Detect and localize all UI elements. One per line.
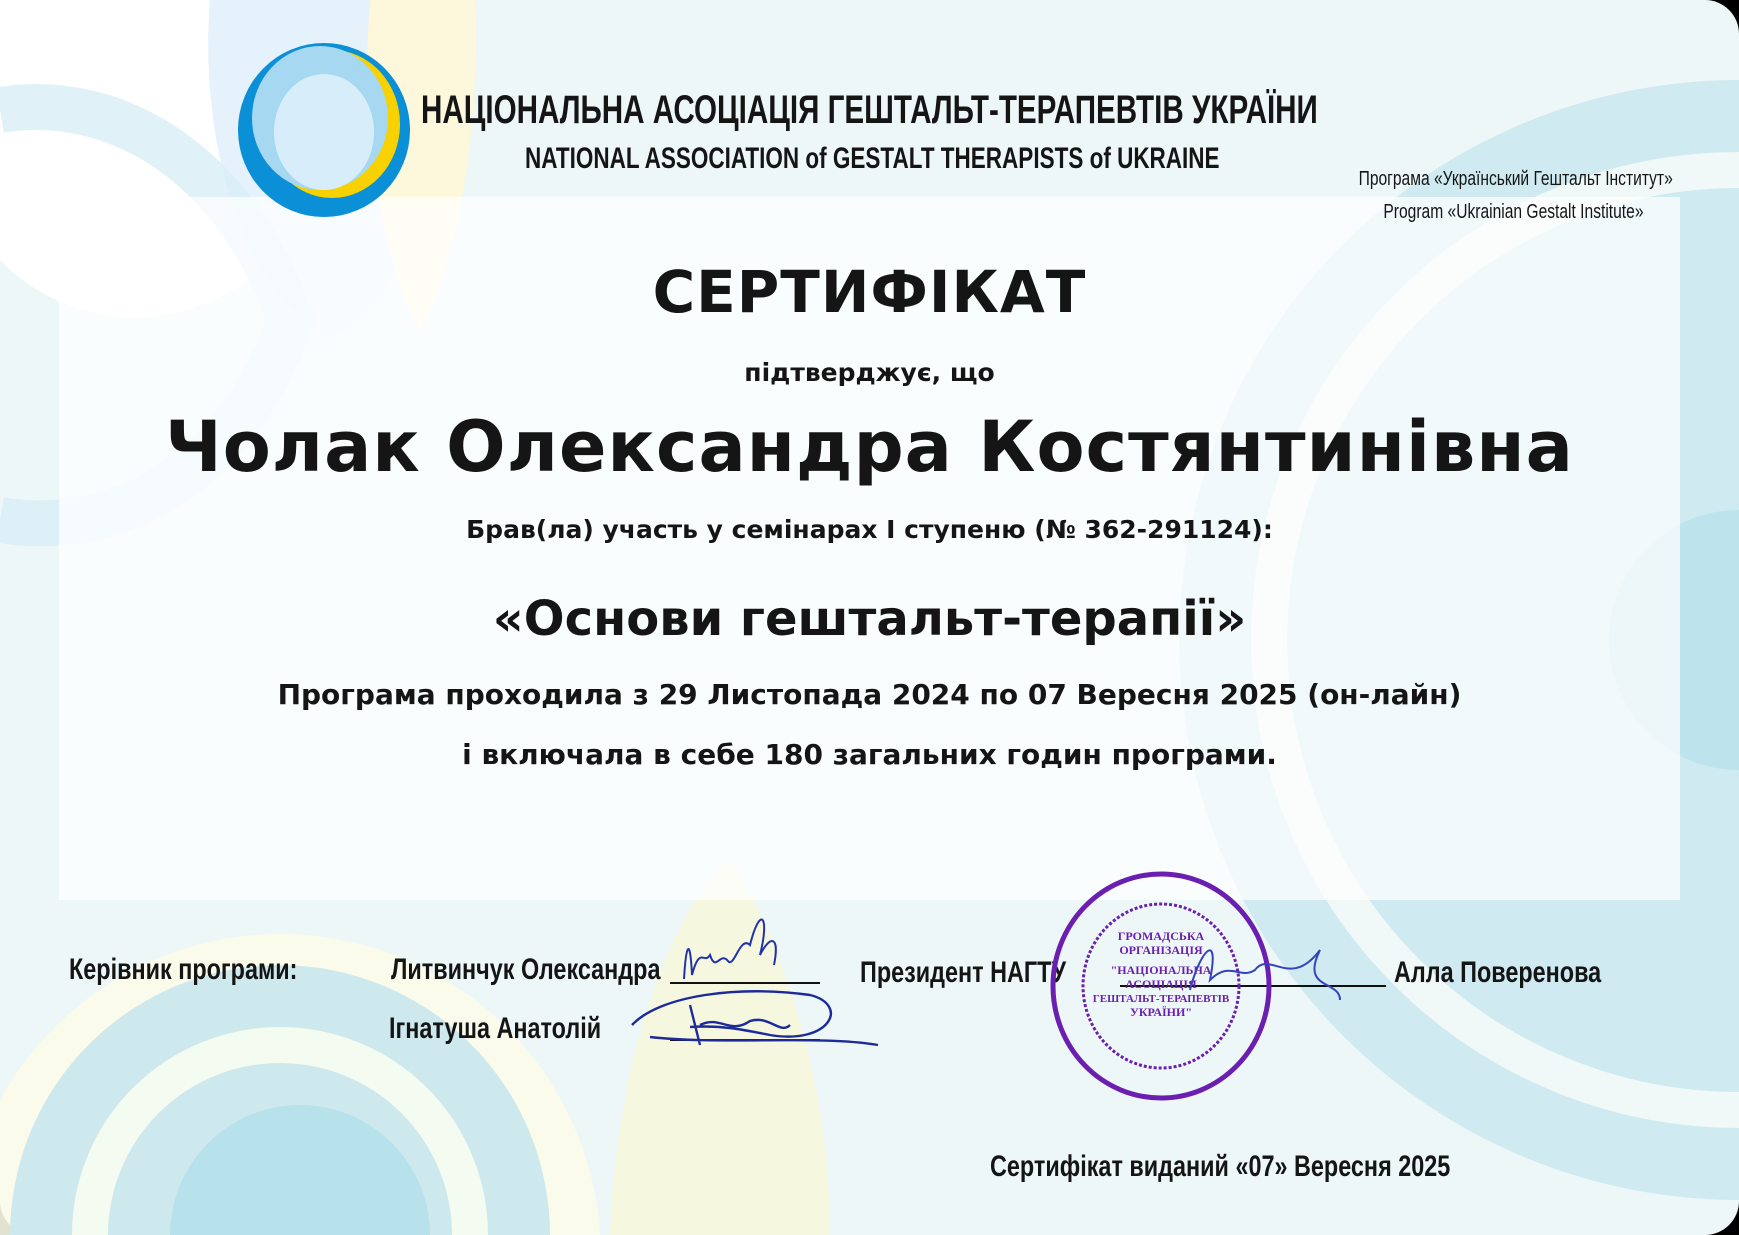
participation-text: Брав(ла) участь у семінарах І ступеню (№ 362-291124): [466, 515, 1273, 544]
leader-signatures [620, 895, 900, 1055]
leader-1-name: Литвинчук Олександра [391, 953, 661, 986]
president-name: Алла Поверенова [1394, 956, 1602, 989]
program-en: Program «Ukrainian Gestalt Institute» [1382, 201, 1643, 223]
svg-text:ОРГАНІЗАЦІЯ: ОРГАНІЗАЦІЯ [1119, 943, 1203, 957]
org-name-en: NATIONAL ASSOCIATION of GESTALT THERAPISTS of UKRAINE [525, 142, 1220, 175]
svg-text:УКРАЇНИ": УКРАЇНИ" [1130, 1005, 1192, 1019]
association-logo [232, 40, 412, 220]
course-title: «Основи гештальт-терапії» [492, 591, 1247, 647]
program-uk: Програма «Український Гештальт Інститут» [1358, 168, 1673, 190]
president-signature-and-stamp [1040, 870, 1400, 1110]
program-dates: Програма проходила з 29 Листопада 2024 по 07 Вересня 2025 (он-лайн) [277, 678, 1462, 711]
program-hours: і включала в себе 180 загальних годин програми. [462, 738, 1277, 771]
recipient-name: Чолак Олександра Костянтинівна [165, 406, 1574, 488]
svg-text:"НАЦІОНАЛЬНА: "НАЦІОНАЛЬНА [1110, 963, 1212, 977]
org-name-uk: НАЦІОНАЛЬНА АСОЦІАЦІЯ ГЕШТАЛЬТ-ТЕРАПЕВТІВ УКРАЇНИ [421, 88, 1318, 132]
issued-date: Сертифікат виданий «07» Вересня 2025 [990, 1150, 1451, 1183]
leader-2-name: Ігнатуша Анатолій [389, 1012, 602, 1045]
confirms-text: підтверджує, що [744, 358, 995, 387]
leader-label: Керівник програми: [69, 953, 298, 986]
svg-text:АСОЦІАЦІЯ: АСОЦІАЦІЯ [1125, 977, 1197, 991]
certificate-title: СЕРТИФІКАТ [652, 258, 1087, 326]
president-label: Президент НАГТУ [860, 956, 1067, 989]
svg-text:ГЕШТАЛЬТ-ТЕРАПЕВТІВ: ГЕШТАЛЬТ-ТЕРАПЕВТІВ [1092, 993, 1230, 1005]
svg-text:ГРОМАДСЬКА: ГРОМАДСЬКА [1117, 929, 1205, 943]
